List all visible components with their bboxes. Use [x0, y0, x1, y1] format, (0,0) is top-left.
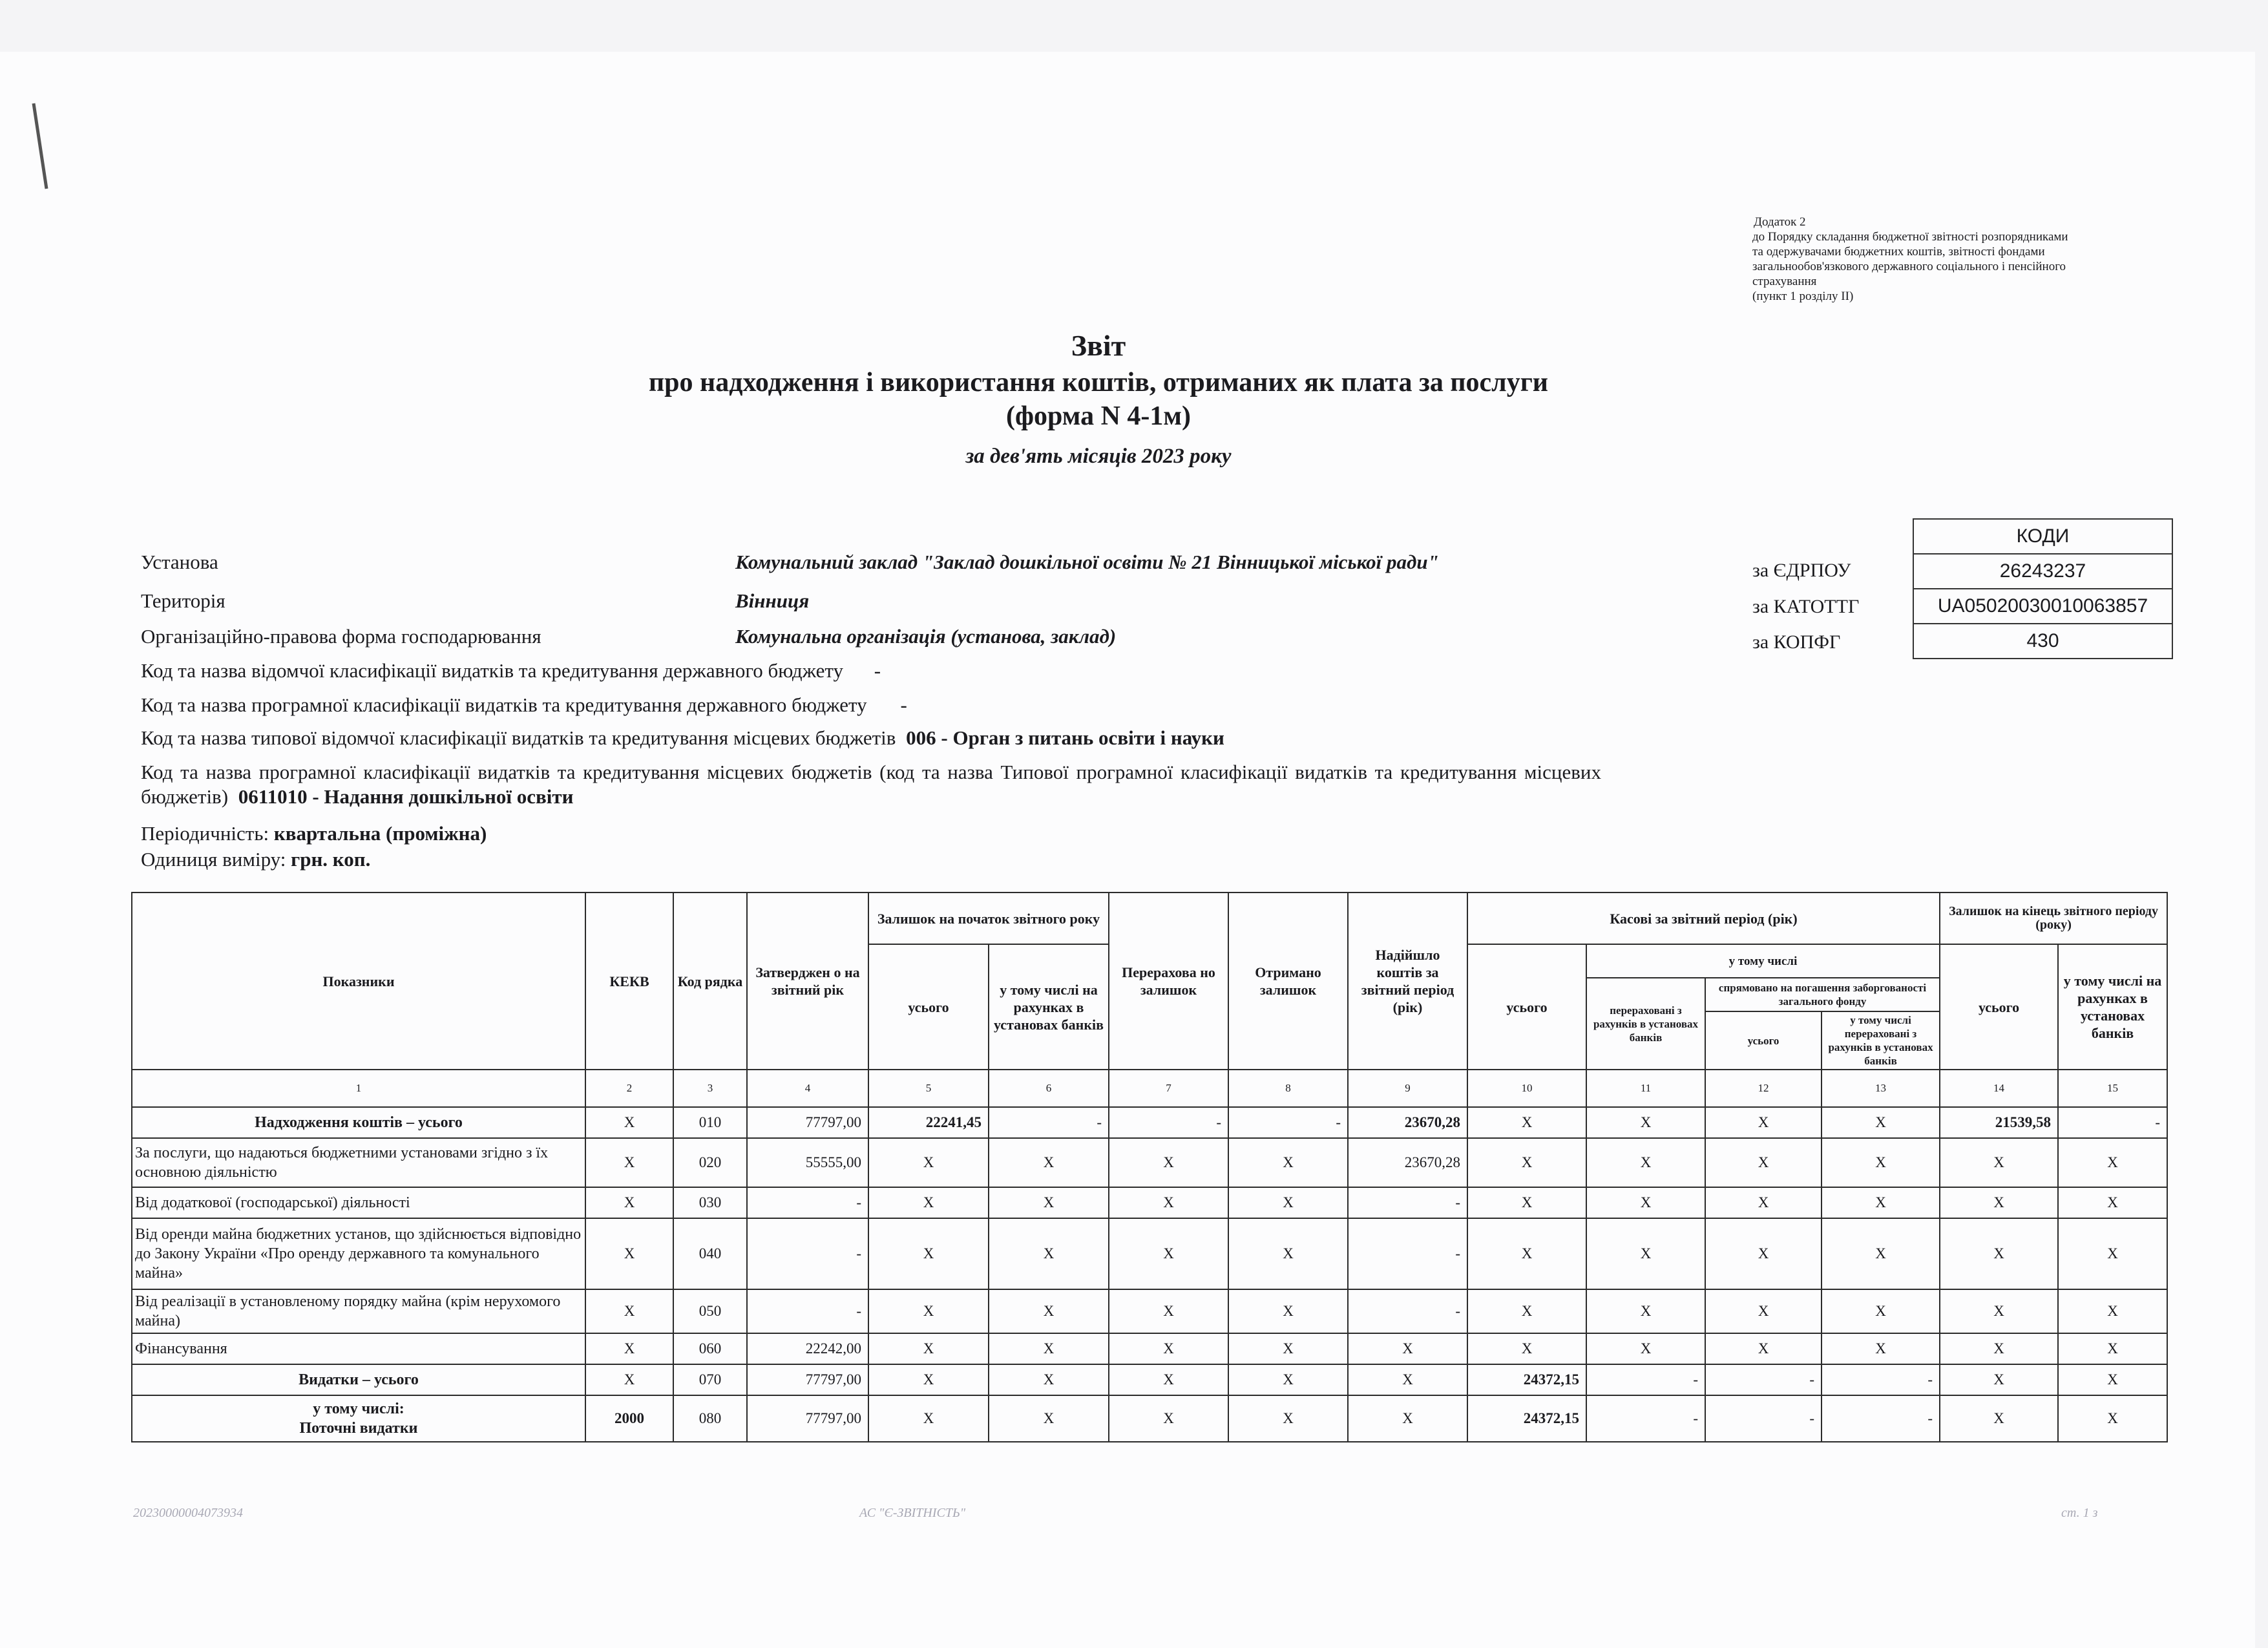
col-balance-end-total: усього [1940, 944, 2058, 1070]
cell-kekv: Х [585, 1187, 673, 1218]
kopfg-code: 430 [1913, 624, 2172, 659]
cell-c8: Х [1228, 1395, 1348, 1442]
cell-kekv: 2000 [585, 1395, 673, 1442]
cell-c4: 77797,00 [747, 1395, 868, 1442]
cell-c12: Х [1705, 1138, 1822, 1187]
cell-c4: - [747, 1218, 868, 1289]
cell-c4: - [747, 1289, 868, 1333]
cell-c14: Х [1940, 1364, 2058, 1395]
col-number: 6 [989, 1070, 1109, 1107]
cell-c14: Х [1940, 1138, 2058, 1187]
prog-class-value: - [900, 693, 907, 716]
cell-c15: Х [2058, 1138, 2167, 1187]
cell-c5: Х [868, 1187, 989, 1218]
cell-c7: Х [1109, 1364, 1228, 1395]
table-row [132, 1187, 2167, 1218]
column-number-row [132, 1070, 2167, 1107]
cell-c9: Х [1348, 1364, 1467, 1395]
cell-c11: Х [1586, 1107, 1705, 1138]
cell-c11: Х [1586, 1218, 1705, 1289]
cell-c10: 24372,15 [1467, 1364, 1586, 1395]
cell-c5: Х [868, 1289, 989, 1333]
row-indicator: Фінансування [132, 1333, 585, 1364]
cell-c5: Х [868, 1138, 989, 1187]
cell-c9: - [1348, 1289, 1467, 1333]
cell-c5: Х [868, 1218, 989, 1289]
col-number: 10 [1467, 1070, 1586, 1107]
cell-c4: 77797,00 [747, 1364, 868, 1395]
cell-code: 010 [673, 1107, 747, 1138]
cell-c11: Х [1586, 1289, 1705, 1333]
cell-c6: Х [989, 1289, 1109, 1333]
cell-c7: Х [1109, 1218, 1228, 1289]
cell-c8: Х [1228, 1364, 1348, 1395]
cell-c10: Х [1467, 1138, 1586, 1187]
edrpou-code: 26243237 [1913, 554, 2172, 589]
cell-c11: Х [1586, 1333, 1705, 1364]
cell-c7: - [1109, 1107, 1228, 1138]
report-table-body [132, 1107, 2167, 1442]
local-class-value: 0611010 - Надання дошкільної освіти [238, 785, 574, 808]
col-number: 15 [2058, 1070, 2167, 1107]
col-number: 4 [747, 1070, 868, 1107]
cell-c10: Х [1467, 1107, 1586, 1138]
cell-c15: - [2058, 1107, 2167, 1138]
col-directed-debt: спрямовано на погашення заборгованості загального фонду [1705, 978, 1940, 1011]
row-indicator: За послуги, що надаються бюджетними установами згідно з їх основною діяльністю [132, 1138, 585, 1187]
cell-c12: Х [1705, 1289, 1822, 1333]
cell-c8: Х [1228, 1187, 1348, 1218]
cell-c14: 21539,58 [1940, 1107, 2058, 1138]
cell-c9: Х [1348, 1395, 1467, 1442]
col-number: 8 [1228, 1070, 1348, 1107]
cell-c13: - [1822, 1364, 1940, 1395]
footer-system: АС "Є-ЗВІТНІСТЬ" [859, 1506, 966, 1520]
cell-c4: 22242,00 [747, 1333, 868, 1364]
cell-c13: Х [1822, 1333, 1940, 1364]
table-row [132, 1364, 2167, 1395]
report-title: Звіт [1071, 329, 1126, 362]
cell-code: 070 [673, 1364, 747, 1395]
legal-form-row [141, 625, 1117, 648]
cell-c14: Х [1940, 1187, 2058, 1218]
cell-code: 060 [673, 1333, 747, 1364]
cell-c7: Х [1109, 1395, 1228, 1442]
cell-kekv: Х [585, 1107, 673, 1138]
cell-code: 030 [673, 1187, 747, 1218]
report-table [131, 892, 2168, 1442]
cell-c11: - [1586, 1364, 1705, 1395]
legal-form-value: Комунальна організація (установа, заклад) [735, 625, 1117, 648]
table-row [132, 1333, 2167, 1364]
cell-c4: 55555,00 [747, 1138, 868, 1187]
cell-c15: Х [2058, 1395, 2167, 1442]
row-indicator: Від додаткової (господарської) діяльності [132, 1187, 585, 1218]
unit-value: грн. коп. [291, 848, 371, 871]
katottg-label: за КАТОТТГ [1752, 596, 1860, 617]
cell-c8: Х [1228, 1138, 1348, 1187]
cell-c9: Х [1348, 1333, 1467, 1364]
cell-c8: Х [1228, 1218, 1348, 1289]
table-row [132, 1289, 2167, 1333]
cell-c5: Х [868, 1395, 989, 1442]
annex-line: Додаток 2 [1754, 215, 1806, 229]
typical-class-row [141, 726, 1224, 750]
cell-c7: Х [1109, 1289, 1228, 1333]
cell-c11: - [1586, 1395, 1705, 1442]
col-balance-end: Залишок на кінець звітного періоду (року) [1940, 893, 2167, 944]
annex-line: страхування [1752, 275, 1817, 288]
report-period: за дев'ять місяців 2023 року [965, 445, 1232, 468]
col-balance-end-banks: у тому числі на рахунках в установах банків [2058, 944, 2167, 1070]
dept-class-value: - [874, 659, 881, 682]
cell-c4: - [747, 1187, 868, 1218]
cell-c6: - [989, 1107, 1109, 1138]
col-cash-transferred-banks: перераховані з рахунків в установах банків [1586, 978, 1705, 1070]
cell-c11: Х [1586, 1138, 1705, 1187]
katottg-code: UA05020030010063857 [1913, 589, 2172, 624]
institution-row [141, 551, 1439, 574]
table-row [132, 1107, 2167, 1138]
col-number: 12 [1705, 1070, 1822, 1107]
table-row [132, 1218, 2167, 1289]
cell-code: 040 [673, 1218, 747, 1289]
unit-label: Одиниця виміру: [141, 848, 286, 871]
local-class-label: Код та назва програмної класифікації видатків та кредитування місцевих бюджетів (код та назва Типової програмної класифікації видатків та кредитування місцевих бюджетів) [141, 761, 1601, 808]
row-indicator: у тому числі: Поточні видатки [132, 1395, 585, 1442]
codes-table [1913, 518, 2173, 659]
cell-code: 020 [673, 1138, 747, 1187]
cell-c13: Х [1822, 1218, 1940, 1289]
row-indicator: Від реалізації в установленому порядку майна (крім нерухомого майна) [132, 1289, 585, 1333]
col-balance-start-banks: у тому числі на рахунках в установах банків [989, 944, 1109, 1070]
cell-c15: Х [2058, 1187, 2167, 1218]
cell-c13: Х [1822, 1289, 1940, 1333]
legal-form-label: Організаційно-правова форма господарювання [141, 625, 541, 648]
col-number: 1 [132, 1070, 585, 1107]
form-number: (форма N 4-1м) [1005, 401, 1191, 431]
cell-c10: Х [1467, 1187, 1586, 1218]
cell-c6: Х [989, 1218, 1109, 1289]
kopfg-label: за КОПФГ [1752, 631, 1841, 653]
cell-kekv: Х [585, 1218, 673, 1289]
cell-c12: Х [1705, 1218, 1822, 1289]
col-incoming: Надійшло коштів за звітний період (рік) [1348, 893, 1467, 1070]
col-indicators: Показники [132, 893, 585, 1070]
col-cash-including: у тому числі [1586, 944, 1940, 978]
annex-line: загальнообов'язкового державного соціального і пенсійного [1752, 260, 2066, 273]
cell-c14: Х [1940, 1395, 2058, 1442]
dept-class-row [141, 659, 881, 682]
cell-kekv: Х [585, 1289, 673, 1333]
cell-c6: Х [989, 1395, 1109, 1442]
col-debt-banks: у тому числі перераховані з рахунків в установах банків [1822, 1011, 1940, 1070]
annex-line: до Порядку складання бюджетної звітності розпорядниками [1752, 230, 2068, 244]
typical-class-value: 006 - Орган з питань освіти і науки [906, 726, 1224, 749]
cell-c12: - [1705, 1364, 1822, 1395]
cell-c10: Х [1467, 1218, 1586, 1289]
cell-c7: Х [1109, 1138, 1228, 1187]
periodicity-label: Періодичність: [141, 822, 269, 845]
col-cash-total: усього [1467, 944, 1586, 1070]
col-number: 5 [868, 1070, 989, 1107]
cell-code: 080 [673, 1395, 747, 1442]
cell-c6: Х [989, 1138, 1109, 1187]
col-approved: Затверджен о на звітний рік [747, 893, 868, 1070]
cell-c9: 23670,28 [1348, 1138, 1467, 1187]
col-balance-start-total: усього [868, 944, 989, 1070]
col-cash: Касові за звітний період (рік) [1467, 893, 1940, 944]
cell-c5: 22241,45 [868, 1107, 989, 1138]
cell-c10: Х [1467, 1289, 1586, 1333]
row-indicator: Від оренди майна бюджетних установ, що здійснюється відповідно до Закону України «Про оренду державного та комунального майна» [132, 1218, 585, 1289]
prog-class-row [141, 693, 907, 717]
cell-c12: Х [1705, 1187, 1822, 1218]
col-number: 14 [1940, 1070, 2058, 1107]
territory-row [141, 589, 810, 613]
col-number: 7 [1109, 1070, 1228, 1107]
codes-header: КОДИ [1913, 519, 2172, 554]
cell-c9: 23670,28 [1348, 1107, 1467, 1138]
cell-c6: Х [989, 1187, 1109, 1218]
cell-c6: Х [989, 1364, 1109, 1395]
periodicity-row [141, 822, 487, 845]
row-indicator: Видатки – усього [132, 1364, 585, 1395]
cell-c12: Х [1705, 1107, 1822, 1138]
col-debt-total: усього [1705, 1011, 1822, 1070]
periodicity-value: квартальна (проміжна) [273, 822, 487, 845]
cell-c15: Х [2058, 1364, 2167, 1395]
institution-value: Комунальний заклад "Заклад дошкільної освіти № 21 Вінницької міської ради" [735, 551, 1439, 573]
cell-c13: - [1822, 1395, 1940, 1442]
territory-value: Вінниця [735, 589, 810, 612]
cell-c9: - [1348, 1187, 1467, 1218]
cell-c8: Х [1228, 1289, 1348, 1333]
col-transferred: Перерахова но залишок [1109, 893, 1228, 1070]
cell-c15: Х [2058, 1333, 2167, 1364]
col-number: 3 [673, 1070, 747, 1107]
cell-c10: Х [1467, 1333, 1586, 1364]
report-subtitle: про надходження і використання коштів, отриманих як плата за послуги [648, 368, 1548, 397]
cell-c10: 24372,15 [1467, 1395, 1586, 1442]
col-kekv: КЕКВ [585, 893, 673, 1070]
annex-line: та одержувачами бюджетних коштів, звітності фондами [1752, 245, 2045, 259]
footer-doc-id: 20230000004073934 [133, 1506, 243, 1520]
table-row [132, 1395, 2167, 1442]
col-balance-start: Залишок на початок звітного року [868, 893, 1109, 944]
cell-c14: Х [1940, 1333, 2058, 1364]
annex-note [1752, 215, 2166, 304]
col-number: 11 [1586, 1070, 1705, 1107]
prog-class-label: Код та назва програмної класифікації видатків та кредитування державного бюджету [141, 693, 867, 716]
cell-c11: Х [1586, 1187, 1705, 1218]
cell-c6: Х [989, 1333, 1109, 1364]
col-received: Отримано залишок [1228, 893, 1348, 1070]
edrpou-label: за ЄДРПОУ [1752, 560, 1851, 581]
cell-c4: 77797,00 [747, 1107, 868, 1138]
col-number: 9 [1348, 1070, 1467, 1107]
cell-code: 050 [673, 1289, 747, 1333]
dept-class-label: Код та назва відомчої класифікації видатків та кредитування державного бюджету [141, 659, 844, 682]
cell-c8: - [1228, 1107, 1348, 1138]
cell-c14: Х [1940, 1289, 2058, 1333]
cell-c12: Х [1705, 1333, 1822, 1364]
local-class-row [141, 760, 1601, 809]
cell-kekv: Х [585, 1333, 673, 1364]
cell-c13: Х [1822, 1187, 1940, 1218]
typical-class-label: Код та назва типової відомчої класифікації видатків та кредитування місцевих бюджетів [141, 726, 896, 749]
table-row [132, 1138, 2167, 1187]
col-row-code: Код рядка [673, 893, 747, 1070]
cell-kekv: Х [585, 1138, 673, 1187]
institution-label: Установа [141, 551, 218, 573]
cell-c9: - [1348, 1218, 1467, 1289]
cell-c8: Х [1228, 1333, 1348, 1364]
col-number: 2 [585, 1070, 673, 1107]
cell-c15: Х [2058, 1218, 2167, 1289]
cell-kekv: Х [585, 1364, 673, 1395]
territory-label: Територія [141, 589, 226, 612]
cell-c13: Х [1822, 1138, 1940, 1187]
cell-c7: Х [1109, 1187, 1228, 1218]
row-indicator: Надходження коштів – усього [132, 1107, 585, 1138]
annex-line: (пункт 1 розділу ІІ) [1752, 290, 1854, 303]
unit-row [141, 848, 370, 871]
cell-c14: Х [1940, 1218, 2058, 1289]
cell-c12: - [1705, 1395, 1822, 1442]
footer-page: ст. 1 з [2061, 1506, 2098, 1520]
cell-c5: Х [868, 1333, 989, 1364]
cell-c7: Х [1109, 1333, 1228, 1364]
cell-c15: Х [2058, 1289, 2167, 1333]
cell-c5: Х [868, 1364, 989, 1395]
cell-c13: Х [1822, 1107, 1940, 1138]
col-number: 13 [1822, 1070, 1940, 1107]
